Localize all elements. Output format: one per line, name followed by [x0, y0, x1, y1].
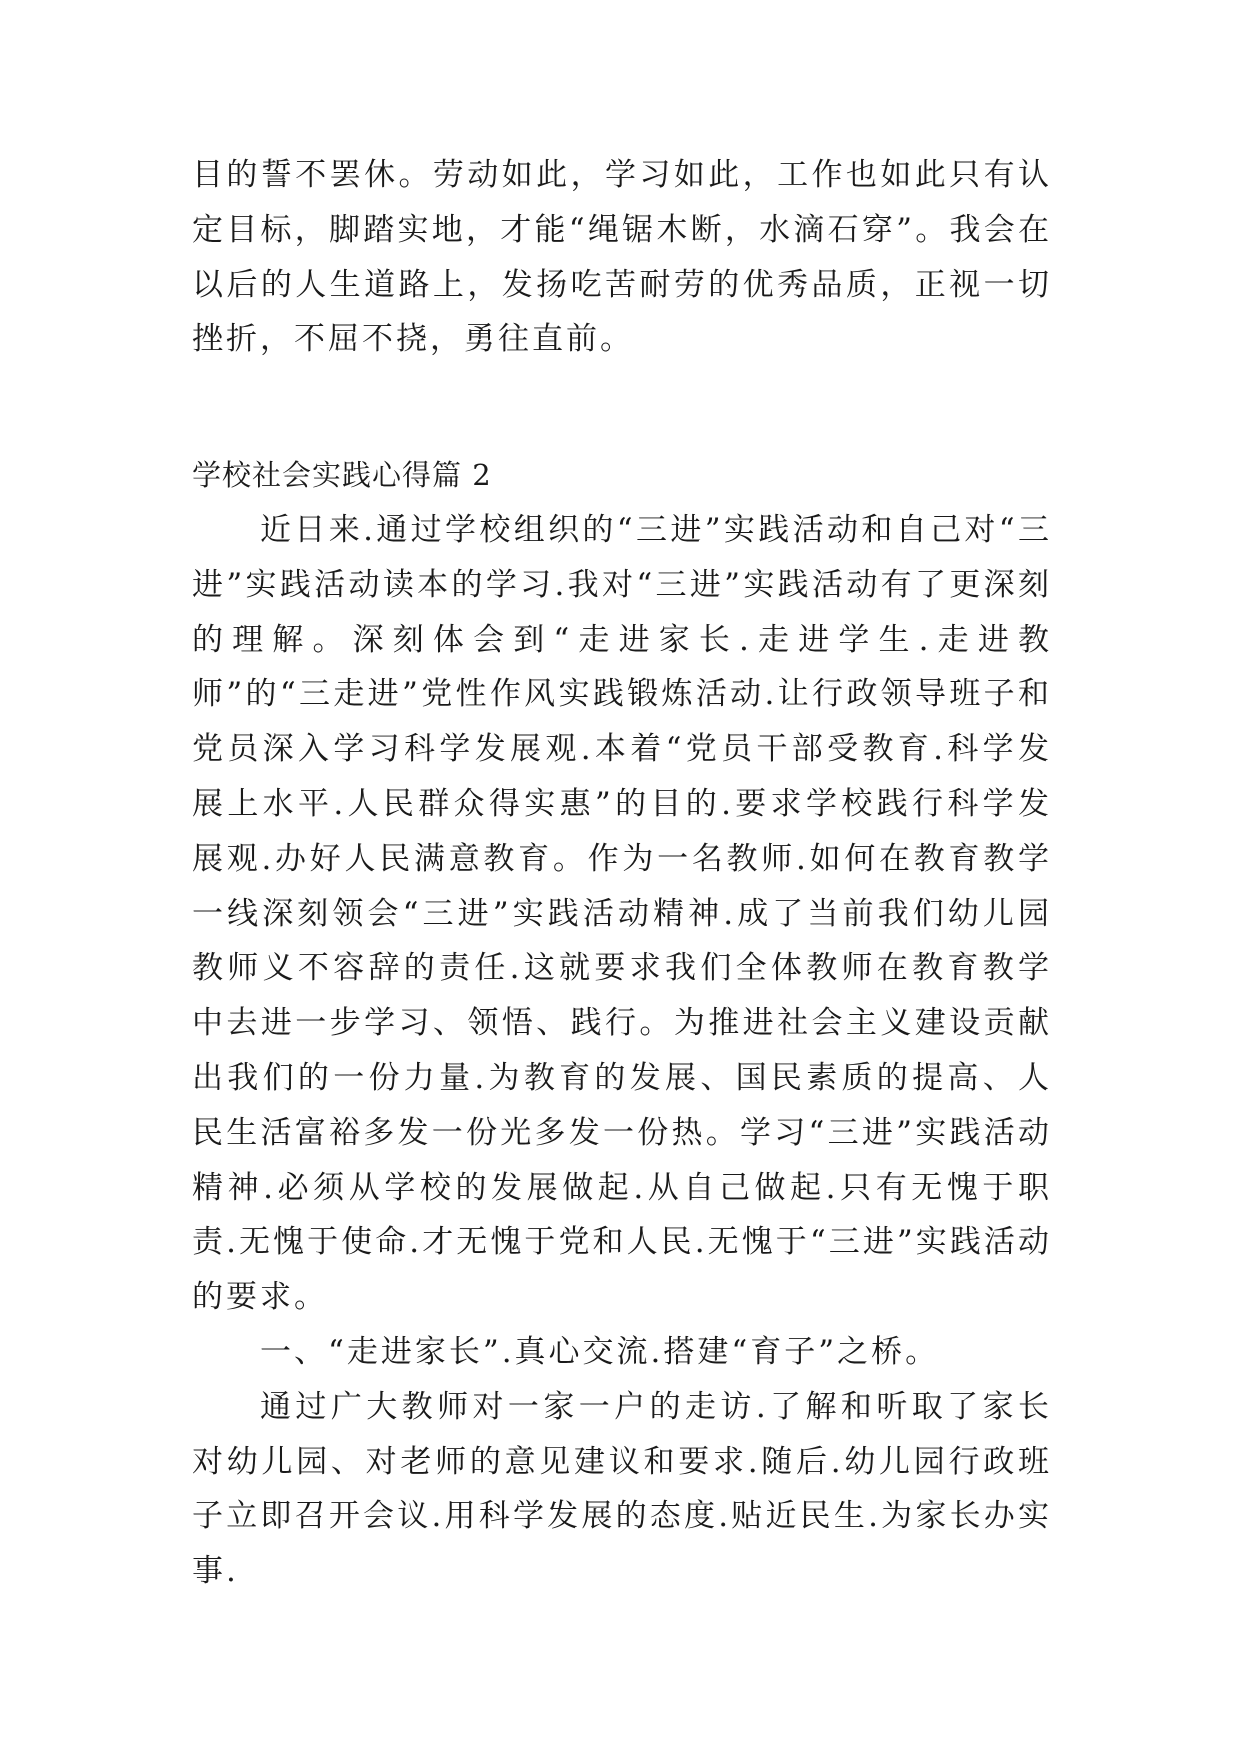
document-body [192, 148, 1052, 1599]
body-paragraph-1: 近日来.通过学校组织的“三进”实践活动和自己对“三进”实践活动读本的学习.我对“三进”实践活动有了更深刻的理解。深刻体会到“走进家长.走进学生.走进教师”的“三走进”党性作风实践锻炼活动.让行政领导班子和党员深入学习科学发展观.本着“党员干部受教育.科学发展上水平.人民群众得实惠”的目的.要求学校践行科学发展观.办好人民满意教育。作为一名教师.如何在教育教学一线深刻领会“三进”实践活动精神.成了当前我们幼儿园教师义不容辞的责任.这就要求我们全体教师在教育教学中去进一步学习、领悟、践行。为推进社会主义建设贡献出我们的一份力量.为教育的发展、国民素质的提高、人民生活富裕多发一份光多发一份热。学习“三进”实践活动精神.必须从学校的发展做起.从自己做起.只有无愧于职责.无愧于使命.才无愧于党和人民.无愧于“三进”实践活动的要求。 [192, 511, 1052, 1316]
section-spacer [192, 367, 1052, 448]
intro-paragraph: 目的誓不罢休。劳动如此，学习如此，工作也如此只有认定目标，脚踏实地，才能“绳锯木断，水滴石穿”。我会在以后的人生道路上，发扬吃苦耐劳的优秀品质，正视一切挫折，不屈不挠，勇往直前。 [192, 157, 1052, 358]
body-subheading-1: 一、“走进家长”.真心交流.搭建“育子”之桥。 [260, 1333, 940, 1370]
section-title: 学校社会实践心得篇 2 [192, 458, 492, 493]
body-paragraph-2: 通过广大教师对一家一户的走访.了解和听取了家长对幼儿园、对老师的意见建议和要求.随后.幼儿园行政班子立即召开会议.用科学发展的态度.贴近民生.为家长办实事. [192, 1388, 1052, 1590]
